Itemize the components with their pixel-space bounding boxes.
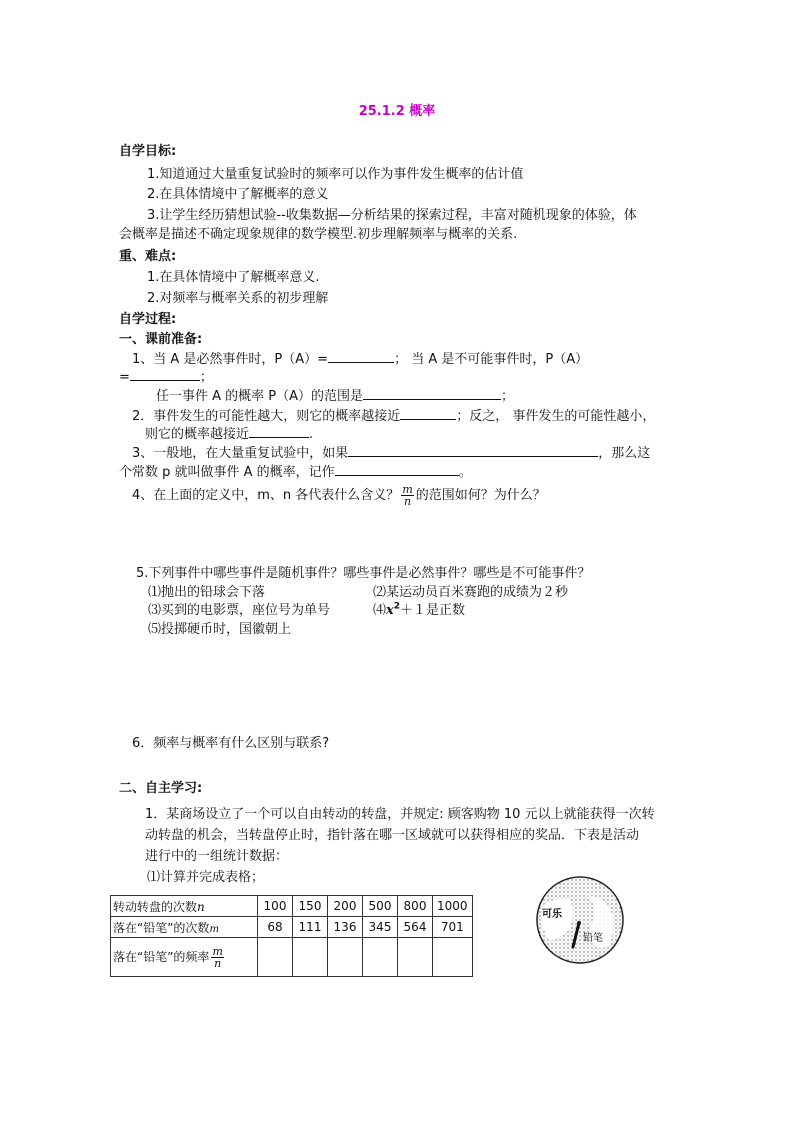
paragraph: 1．某商场设立了一个可以自由转动的转盘，并规定: 顾客购物 10 元以上就能获得一次转	[145, 807, 655, 822]
empty-answer-cell[interactable]	[363, 938, 398, 977]
answer-blank[interactable]	[130, 368, 200, 381]
answer-blank[interactable]	[363, 387, 501, 400]
question-text: =	[119, 370, 130, 385]
table-row	[111, 938, 473, 977]
objective-item: 3.让学生经历猜想试验--收集数据—分析结果的探索过程，丰富对随机现象的体验，体	[147, 208, 637, 223]
objective-item: 2.在具体情境中了解概率的意义	[147, 187, 329, 202]
pencil-label: 铅笔	[583, 933, 603, 944]
variable-x: x	[386, 603, 394, 618]
question-1	[132, 348, 588, 367]
question-text: 任一事件 A 的概率 P（A）的范围是	[156, 389, 364, 404]
empty-answer-cell[interactable]	[328, 938, 363, 977]
question-text: 3、一般地，在大量重复试验中，如果	[132, 446, 349, 461]
objective-item: 会概率是描述不确定现象规律的数学模型.初步理解频率与概率的关系.	[119, 227, 518, 242]
question-text: ，那么这	[598, 446, 651, 461]
table-cell: 1000	[433, 896, 473, 917]
question-text: 则它的概率越接近	[145, 427, 250, 442]
process-heading: 自学过程:	[119, 312, 177, 327]
question-4	[132, 484, 546, 507]
table-cell: 345	[363, 917, 398, 938]
table-cell: 500	[363, 896, 398, 917]
event-item-text: ＋１是正数	[400, 603, 466, 618]
table-cell: 150	[293, 896, 328, 917]
question-text: ；反之， 事件发生的可能性越小，	[456, 409, 656, 424]
question-text: 的范围如何？为什么？	[415, 488, 546, 503]
question-3	[132, 442, 650, 461]
question-text: 4、在上面的定义中，m、n 各代表什么含义？	[132, 488, 400, 503]
event-item-number: ⑷	[373, 603, 387, 618]
question-2	[132, 405, 655, 424]
objectives-heading: 自学目标:	[119, 144, 177, 159]
spinner-disc-image	[535, 875, 625, 965]
answer-blank[interactable]	[328, 350, 394, 363]
objective-item: 1.知道通过大量重复试验时的频率可以作为事件发生概率的估计值	[147, 167, 524, 182]
table-cell: 136	[328, 917, 363, 938]
answer-blank[interactable]	[400, 407, 456, 420]
row-header: 落在“铅笔”的次数m	[111, 917, 258, 938]
table-cell: 68	[258, 917, 293, 938]
keypoint-item: 1.在具体情境中了解概率意义.	[147, 270, 320, 285]
paragraph: ⑴计算并完成表格；	[147, 870, 265, 885]
table-cell: 200	[328, 896, 363, 917]
empty-answer-cell[interactable]	[258, 938, 293, 977]
question-1-range	[156, 385, 514, 404]
table-cell: 701	[433, 917, 473, 938]
prep-heading: 一、课前准备:	[119, 332, 203, 347]
question-text: 。	[458, 465, 472, 480]
question-5: 5.下列事件中哪些事件是随机事件？哪些事件是必然事件？哪些是不可能事件？	[136, 566, 591, 581]
question-text: 1、当 A 是必然事件时，P（A）=	[132, 352, 329, 367]
question-6: 6．频率与概率有什么区别与联系?	[132, 736, 330, 751]
question-3-cont	[119, 461, 472, 480]
event-item	[373, 599, 465, 618]
question-text: ；	[199, 370, 213, 385]
table-cell: 800	[398, 896, 433, 917]
keypoints-heading: 重、难点:	[119, 249, 177, 264]
question-text: ；	[501, 389, 515, 404]
cola-label: 可乐	[542, 909, 562, 920]
table-cell: 100	[258, 896, 293, 917]
question-2-cont	[145, 423, 313, 442]
row-header: 转动转盘的次数n	[111, 896, 258, 917]
event-item: ⑵某运动员百米赛跑的成绩为２秒	[373, 585, 569, 600]
question-text: ； 当 A 是不可能事件时，P（A）	[394, 352, 589, 367]
empty-answer-cell[interactable]	[433, 938, 473, 977]
answer-blank[interactable]	[335, 463, 459, 476]
paragraph: 动转盘的机会，当转盘停止时，指针落在哪一区域就可以获得相应的奖品．下表是活动	[145, 828, 640, 843]
self-study-heading: 二、自主学习:	[119, 781, 203, 796]
row-header: 落在“铅笔”的频率 $\frac{m}{n}$	[111, 938, 258, 977]
table-row	[111, 917, 473, 938]
table-cell: 564	[398, 917, 433, 938]
table-cell: 111	[293, 917, 328, 938]
page-title: 25.1.2 概率	[358, 104, 436, 119]
paragraph: 进行中的一组统计数据：	[145, 849, 289, 864]
event-item: ⑶买到的电影票，座位号为单号	[148, 603, 331, 618]
event-item: ⑸投掷硬币时，国徽朝上	[148, 622, 292, 637]
empty-answer-cell[interactable]	[398, 938, 433, 977]
answer-blank[interactable]	[348, 444, 598, 457]
empty-answer-cell[interactable]	[293, 938, 328, 977]
event-item: ⑴抛出的铅球会下落	[148, 585, 266, 600]
spinner-hub	[577, 921, 581, 925]
keypoint-item: 2.对频率与概率关系的初步理解	[147, 291, 329, 306]
table-row	[111, 896, 473, 917]
question-text: 个常数 p 就叫做事件 A 的概率，记作	[119, 465, 335, 480]
fraction-denominator: n	[403, 495, 412, 508]
exponent: 2	[393, 601, 401, 612]
question-text: .	[309, 427, 314, 442]
fraction-m-over-n: $\frac{m}{n}$	[212, 944, 223, 970]
question-text: 2．事件发生的可能性越大，则它的概率越接近	[132, 409, 401, 424]
answer-blank[interactable]	[249, 425, 309, 438]
fraction-numerator: m	[402, 483, 413, 496]
question-1-cont	[119, 366, 213, 385]
stats-table	[110, 895, 473, 977]
fraction-m-over-n	[401, 484, 413, 507]
